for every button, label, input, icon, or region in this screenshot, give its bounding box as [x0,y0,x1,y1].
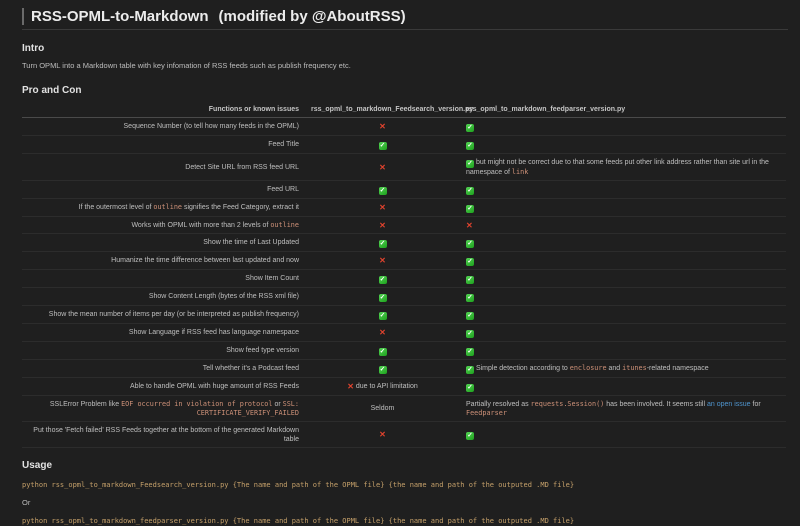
table-row [22,342,786,360]
cell-feature [22,360,305,378]
cell-feedparser [460,306,786,324]
table-row [22,234,786,252]
page-title-row [22,8,788,30]
table-row [22,181,786,199]
cell-text: Show the mean number of items per day (or be interpreted as publish frequency) [48,311,299,318]
inline-code: requests.Session() [530,399,605,408]
check-icon: ✓ [467,347,473,355]
table-row [22,360,786,378]
inline-code: link [511,167,529,176]
cell-text: Tell whether it's a Podcast feed [202,365,299,372]
cell-feedsearch [305,342,460,360]
cell-feedparser [460,217,786,234]
cell-feedsearch [305,378,460,396]
cross-icon: ✕ [379,220,386,230]
title-left-bar [22,8,24,25]
cell-text: Partially resolved as [466,400,531,408]
table-row [22,422,786,448]
cell-text: signifies the Feed Category, extract it [182,204,299,211]
table-row [22,252,786,270]
cell-text: Put those 'Fetch failed' RSS Feeds together at the bottom of the generated Markdown table [33,426,299,443]
cell-feature [22,154,305,181]
header-feedsearch-version: rss_opml_to_markdown_Feedsearch_version.py [305,102,460,118]
cell-text: Show the time of Last Updated [203,239,299,246]
cell-text: Humanize the time difference between last updated and now [111,257,299,264]
check-icon: ✓ [467,275,473,283]
cross-icon: ✕ [379,122,386,131]
table-header-row [22,102,786,118]
cross-icon: ✕ [379,162,386,172]
cell-text: Show Language if RSS feed has language namespace [128,329,299,336]
table-row [22,136,786,154]
cell-feedparser [460,422,786,448]
procon-table [22,102,786,448]
check-icon: ✓ [379,365,386,373]
cell-feature [22,199,305,217]
cell-text: has been involved. It seems still [604,400,707,408]
cell-feature [22,181,305,199]
cross-icon: ✕ [347,382,354,391]
check-icon: ✓ [379,293,386,301]
inline-code: enclosure [569,363,607,372]
table-row [22,118,786,136]
cell-text: but might not be correct due to that some feeds put other link address rather than site url in the namespace of [466,158,769,176]
check-icon: ✓ [379,347,386,355]
intro-heading: Intro [22,43,45,54]
cell-feedparser [460,252,786,270]
cell-feature [22,342,305,360]
page-title [31,8,406,25]
cell-feedsearch [305,217,460,234]
check-icon: ✓ [467,329,473,337]
check-icon: ✓ [379,186,386,194]
check-icon: ✓ [467,239,473,247]
cell-feedsearch [305,422,460,448]
cell-feedsearch [305,396,460,422]
cell-text: Simple detection according to [474,364,570,372]
cell-text: If the outermost level of [78,204,154,211]
check-icon: ✓ [379,141,386,149]
cell-feature [22,234,305,252]
check-icon: ✓ [379,311,386,319]
cell-text: Sequence Number (to tell how many feeds in the OPML) [123,123,299,130]
cell-feedparser [460,378,786,396]
cell-text: Able to handle OPML with huge amount of RSS Feeds [129,383,299,390]
check-icon: ✓ [467,141,473,149]
usage-or-text: Or [22,498,31,507]
cell-text: Feed Title [268,141,299,148]
cell-text: for [750,400,761,408]
cell-feedparser [460,181,786,199]
check-icon: ✓ [379,275,386,283]
cell-feature [22,288,305,306]
usage-heading: Usage [22,460,53,471]
cell-feedsearch [305,306,460,324]
cross-icon: ✕ [379,256,386,265]
open-issue-link[interactable]: an open issue [706,400,751,408]
cell-text: Works with OPML with more than 2 levels of [131,221,271,229]
title-main: RSS-OPML-to-Markdown [31,8,209,25]
table-row [22,324,786,342]
cell-feature [22,118,305,136]
cell-feedparser [460,199,786,217]
cell-feedsearch [305,234,460,252]
cross-icon: ✕ [379,328,386,337]
check-icon: ✓ [467,383,473,391]
cell-feedsearch [305,252,460,270]
cell-text: Feed URL [267,186,299,193]
cell-feature [22,270,305,288]
cell-feature [22,136,305,154]
cell-feedsearch [305,181,460,199]
usage-command-feedsearch: python rss_opml_to_markdown_Feedsearch_version.py {The name and path of the OPML file} {the name and path of the outputed .MD file} [22,481,575,489]
check-icon: ✓ [467,257,473,265]
check-icon: ✓ [379,239,386,247]
cell-feedparser [460,118,786,136]
usage-command-feedparser: python rss_opml_to_markdown_feedparser_version.py {The name and path of the OPML file} {the name and path of the outputed .MD file} [22,517,575,525]
table-row [22,270,786,288]
cross-icon: ✕ [379,203,386,212]
cell-text: Show Content Length (bytes of the RSS xml file) [148,293,299,300]
cell-feature [22,324,305,342]
cell-feedsearch [305,288,460,306]
check-icon: ✓ [467,431,473,439]
cell-feedparser [460,270,786,288]
cell-text: -related namespace [646,364,709,372]
cell-text: Seldom [370,405,395,412]
check-icon: ✓ [467,365,473,373]
procon-heading: Pro and Con [22,85,82,96]
cell-text: due to API limitation [353,383,418,390]
cell-feature [22,378,305,396]
cell-text: or [272,400,283,408]
cell-feedsearch [305,118,460,136]
cell-feedparser [460,342,786,360]
cell-feature [22,422,305,448]
table-row [22,288,786,306]
check-icon: ✓ [467,186,473,194]
inline-code: SSL: CERTIFICATE_VERIFY_FAILED [196,399,299,417]
cell-feature [22,252,305,270]
cell-feedparser [460,154,786,181]
cross-icon: ✕ [466,220,473,230]
cell-feedsearch [305,154,460,181]
cell-feature [22,306,305,324]
cell-feedsearch [305,270,460,288]
inline-code: EOF occurred in violation of protocol [121,399,273,408]
table-row [22,217,786,234]
inline-code: itunes [622,363,647,372]
cell-feedsearch [305,199,460,217]
cell-feature [22,396,305,422]
check-icon: ✓ [467,311,473,319]
inline-code: outline [270,220,299,229]
cell-text: Show feed type version [226,347,299,354]
check-icon: ✓ [467,293,473,301]
inline-code: outline [153,203,183,211]
cell-feedparser [460,234,786,252]
table-row [22,154,786,181]
cell-feedparser [460,396,786,422]
cell-feedparser [460,288,786,306]
inline-code: Feedparser [466,408,507,417]
intro-text: Turn OPML into a Markdown table with key infomation of RSS feeds such as publish frequency etc. [22,61,351,70]
table-row [22,199,786,217]
cross-icon: ✕ [379,430,386,439]
check-icon: ✓ [467,159,473,167]
header-functions: Functions or known issues [22,102,305,118]
cell-text: Show Item Count [245,275,299,282]
table-row [22,306,786,324]
cell-feedparser [460,324,786,342]
header-feedparser-version: rss_opml_to_markdown_feedparser_version.py [460,102,786,118]
cell-feedsearch [305,324,460,342]
cell-feature [22,217,305,234]
cell-feedparser [460,136,786,154]
check-icon: ✓ [467,204,473,212]
table-row [22,378,786,396]
cell-feedparser [460,360,786,378]
cell-text: and [606,364,623,372]
cell-feedsearch [305,136,460,154]
table-row [22,396,786,422]
check-icon: ✓ [467,123,473,131]
cell-feedsearch [305,360,460,378]
cell-text: SSLError Problem like [49,400,122,408]
title-suffix: (modified by @AboutRSS) [218,8,406,25]
cell-text: Detect Site URL from RSS feed URL [185,163,299,171]
